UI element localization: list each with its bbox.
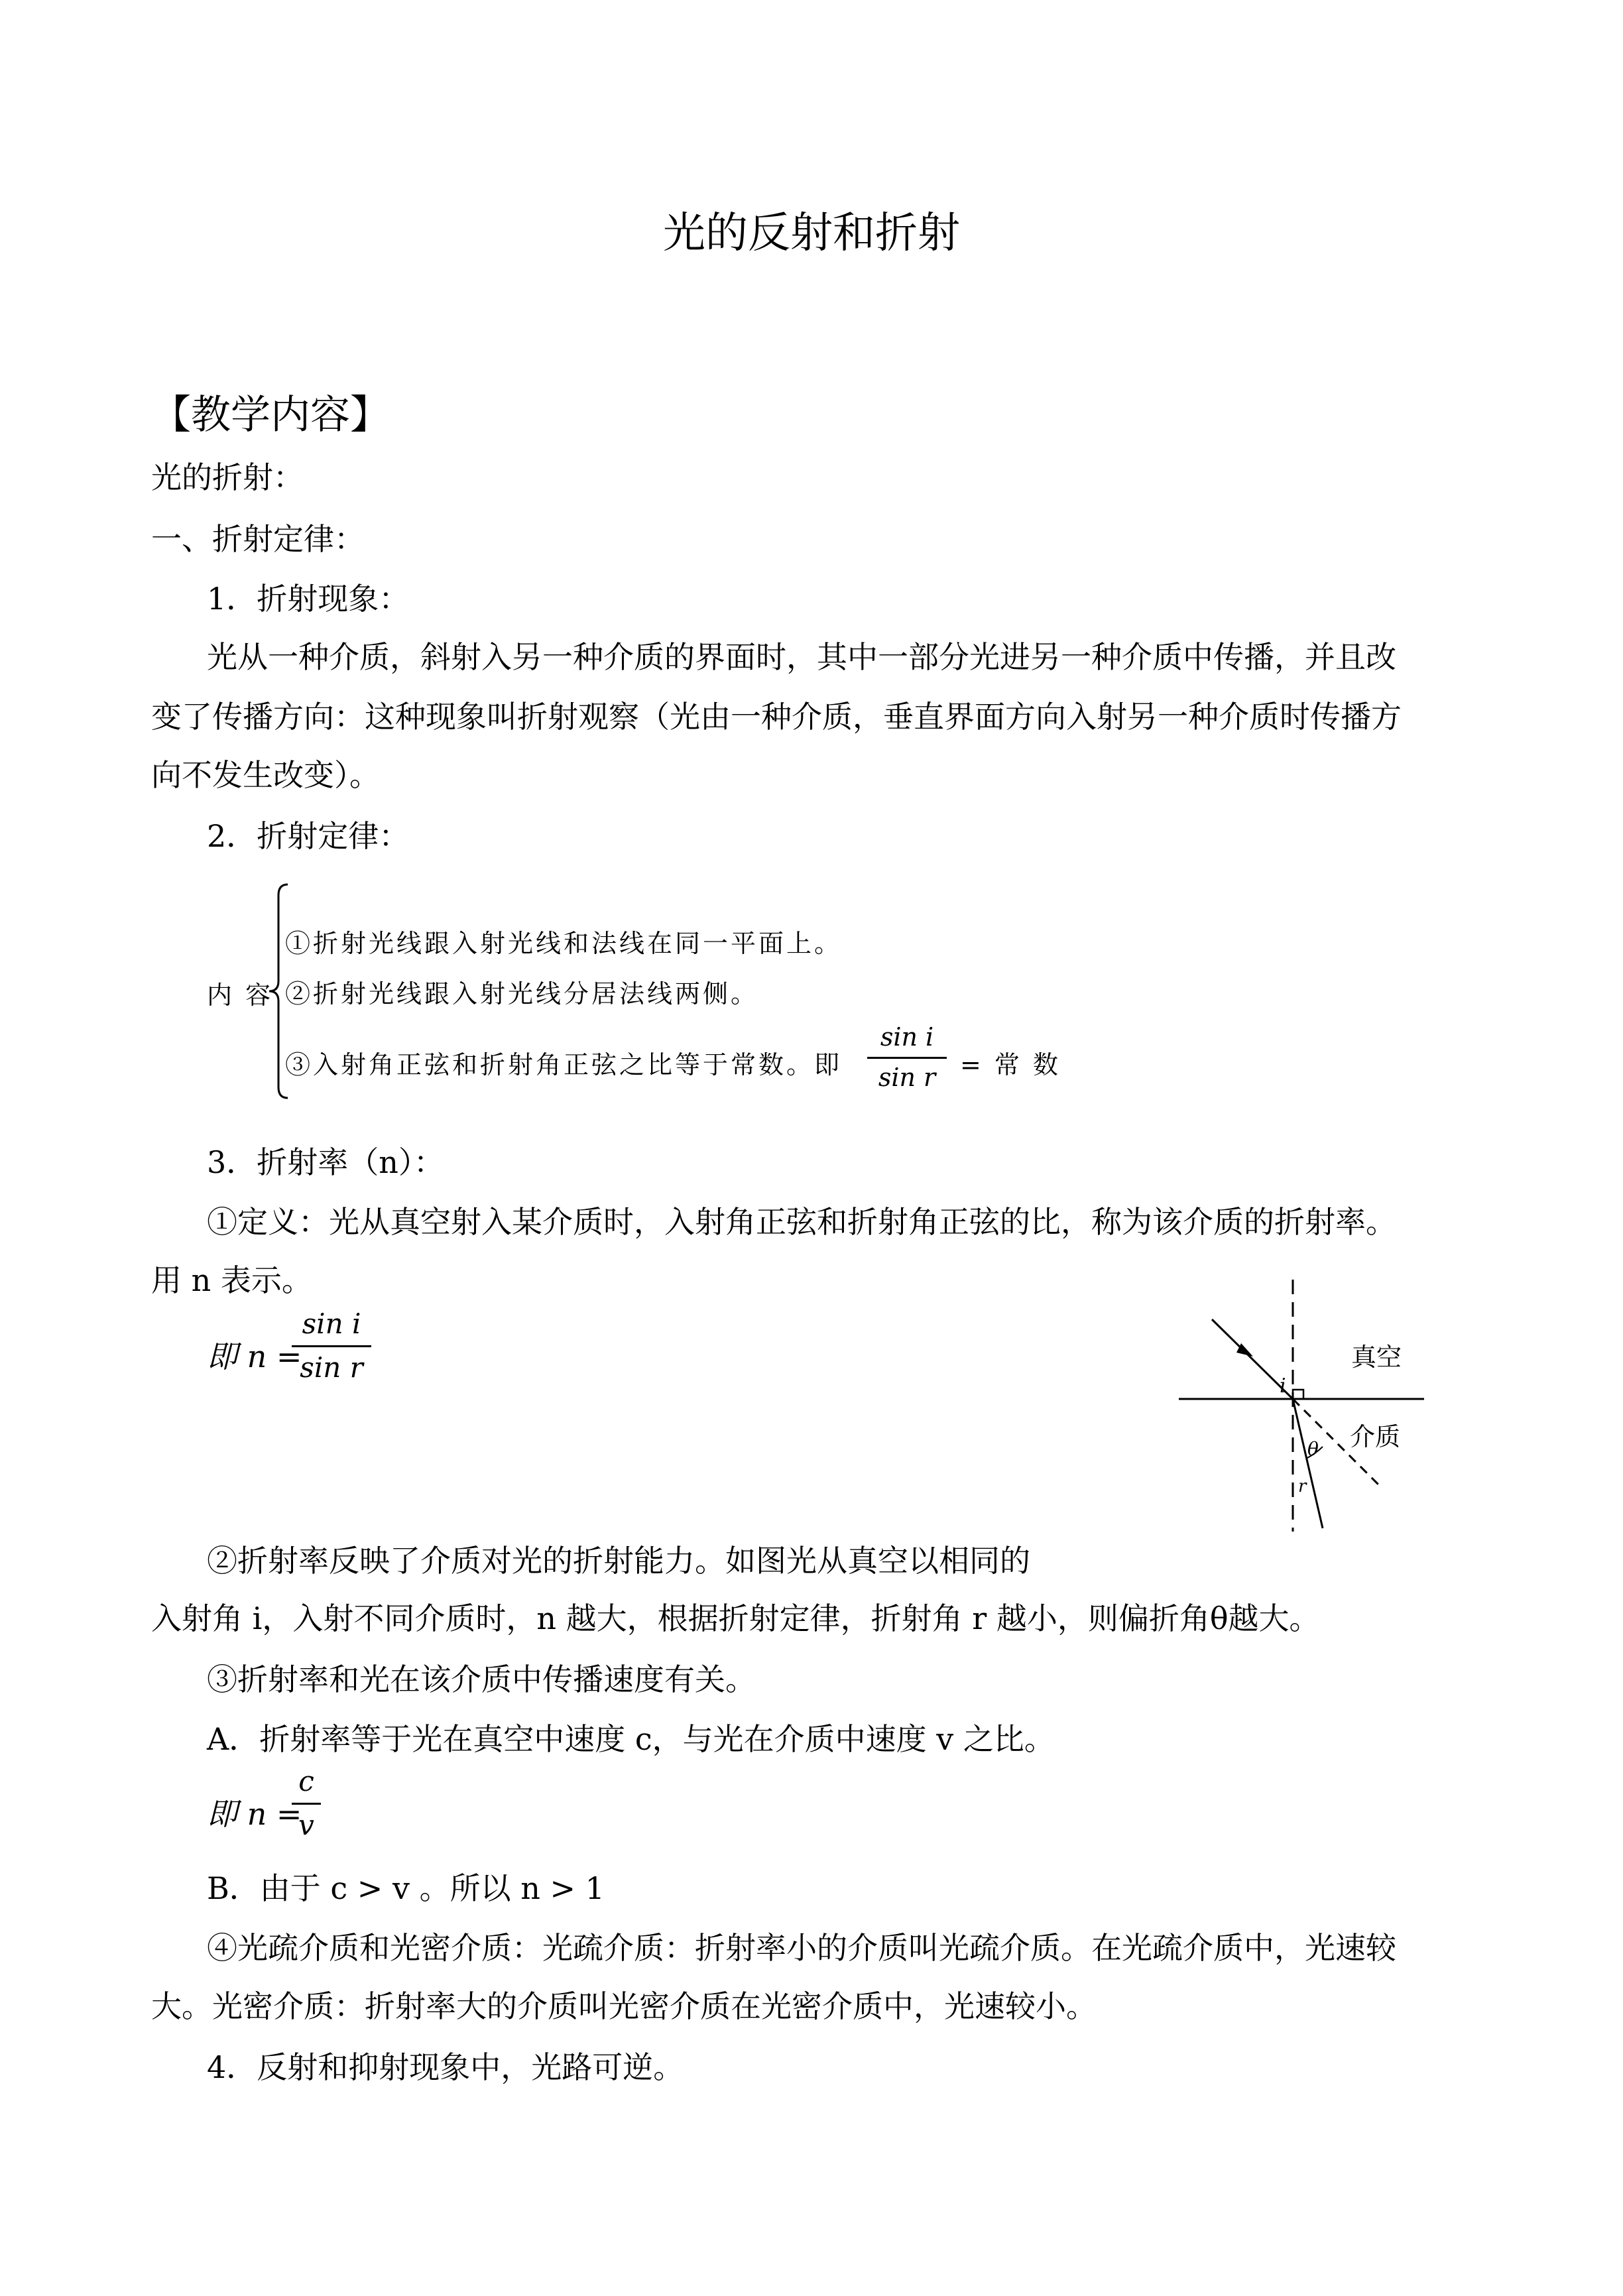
formula-a-bar — [292, 1803, 321, 1805]
definition-line1: ①定义：光从真空射入某介质时，入射角正弦和折射角正弦的比，称为该介质的折射率。 — [207, 1204, 1396, 1240]
point-b: B．由于 c > v 。所以 n > 1 — [207, 1870, 605, 1906]
item1-line3: 向不发生改变）。 — [151, 757, 380, 793]
label-theta: θ — [1307, 1438, 1319, 1460]
point2-line2: 入射角 i，入射不同介质时，n 越大，根据折射定律，折射角 r 越小，则偏折角θ越大。 — [151, 1601, 1320, 1636]
formula-a-denominator: v — [298, 1809, 314, 1841]
section-header: 【教学内容】 — [151, 392, 390, 438]
point-a: A．折射率等于光在真空中速度 c，与光在介质中速度 v 之比。 — [207, 1721, 1055, 1757]
item2-heading: 2．折射定律： — [207, 818, 410, 854]
point4-line2: 大。光密介质：折射率大的介质叫光密介质在光密介质中，光速较小。 — [151, 1988, 1097, 2024]
label-r: r — [1298, 1477, 1307, 1496]
page-title: 光的反射和折射 — [663, 209, 960, 258]
law-label: 内 容 — [207, 981, 274, 1010]
definition-fraction — [292, 1307, 371, 1384]
formula-a-fraction — [292, 1765, 321, 1841]
law-rule3: ③入射角正弦和折射角正弦之比等于常数。即 — [285, 1050, 843, 1079]
law-fraction — [867, 1022, 947, 1092]
item1-heading: 1．折射现象： — [207, 581, 410, 617]
item1-line2: 变了传播方向：这种现象叫折射观察（光由一种介质，垂直界面方向入射另一种介质时传播方 — [151, 699, 1402, 735]
definition-formula-prefix: 即 n = — [207, 1339, 302, 1374]
point3: ③折射率和光在该介质中传播速度有关。 — [207, 1662, 756, 1697]
topic-line: 光的折射： — [151, 459, 304, 495]
item3-heading: 3．折射率（n）： — [207, 1144, 444, 1180]
point4-line1: ④光疏介质和光密介质：光疏介质：折射率小的介质叫光疏介质。在光疏介质中，光速较 — [207, 1930, 1396, 1966]
right-angle-mark — [1293, 1390, 1303, 1399]
law-denominator: sin r — [878, 1063, 936, 1092]
definition-denominator: sin r — [300, 1351, 363, 1384]
law-fraction-bar — [867, 1057, 947, 1059]
law-rule2: ②折射光线跟入射光线分居法线两侧。 — [285, 979, 759, 1008]
law-rule1: ①折射光线跟入射光线和法线在同一平面上。 — [285, 929, 843, 958]
refraction-diagram — [1154, 1273, 1445, 1538]
formula-a-numerator: c — [298, 1765, 314, 1797]
label-vacuum: 真空 — [1351, 1343, 1402, 1372]
formula-a-prefix: 即 n = — [207, 1796, 302, 1832]
label-medium: 介质 — [1350, 1422, 1401, 1451]
definition-fraction-bar — [292, 1345, 371, 1347]
part1-heading: 一、折射定律： — [151, 521, 365, 557]
label-i: i — [1280, 1374, 1286, 1398]
law-numerator: sin i — [880, 1022, 934, 1052]
definition-numerator: sin i — [302, 1307, 361, 1340]
item1-line1: 光从一种介质，斜射入另一种介质的界面时，其中一部分光进另一种介质中传播，并且改 — [207, 639, 1396, 675]
law-equals: = 常 数 — [960, 1050, 1061, 1079]
refracted-ray — [1293, 1399, 1323, 1528]
item4: 4．反射和抑射现象中，光路可逆。 — [207, 2049, 684, 2085]
definition-line2: 用 n 表示。 — [151, 1262, 312, 1298]
point2-line1: ②折射率反映了介质对光的折射能力。如图光从真空以相同的 — [207, 1543, 1030, 1579]
